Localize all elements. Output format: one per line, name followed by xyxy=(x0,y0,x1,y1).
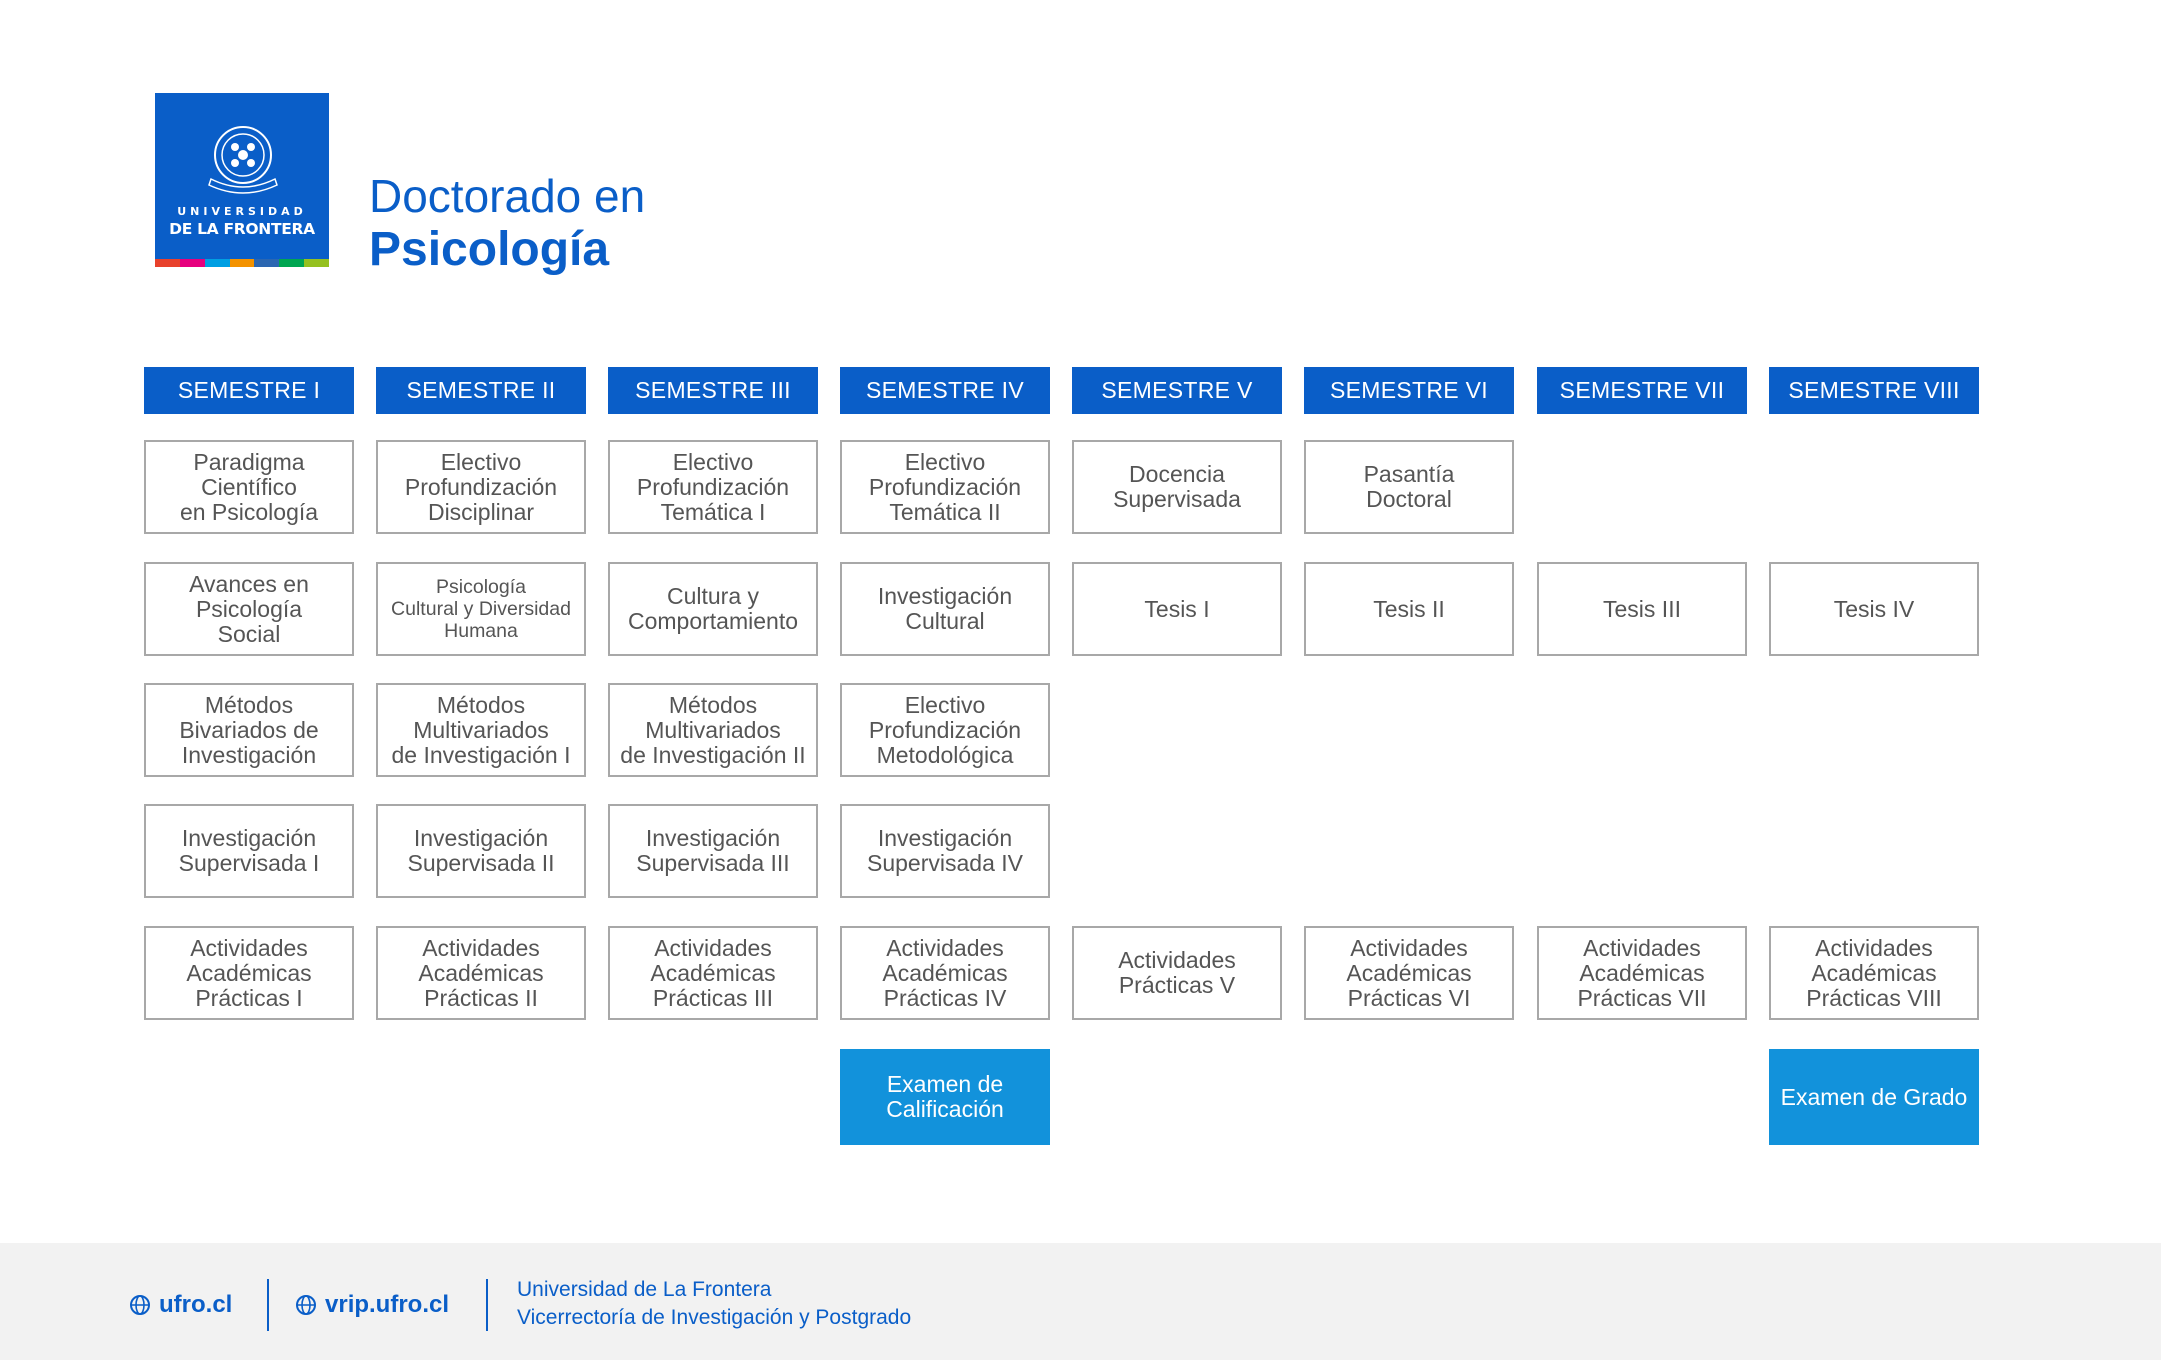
semester-header: SEMESTRE VIII xyxy=(1769,367,1979,414)
semester-header: SEMESTRE III xyxy=(608,367,818,414)
course-box: Investigación Cultural xyxy=(840,562,1050,656)
course-box: Métodos Multivariados de Investigación II xyxy=(608,683,818,777)
semester-header: SEMESTRE VI xyxy=(1304,367,1514,414)
institution-department: Vicerrectoría de Investigación y Postgrado xyxy=(517,1306,912,1329)
course-box: Actividades Académicas Prácticas III xyxy=(608,926,818,1020)
course-box: Docencia Supervisada xyxy=(1072,440,1282,534)
course-box: Actividades Académicas Prácticas VI xyxy=(1304,926,1514,1020)
semester-header: SEMESTRE IV xyxy=(840,367,1050,414)
logo-stripe xyxy=(304,259,329,267)
footer-link-vrip-label: vrip.ufro.cl xyxy=(325,1291,450,1318)
title-line-2: Psicología xyxy=(369,223,610,276)
course-box: Actividades Académicas Prácticas IV xyxy=(840,926,1050,1020)
course-box: Electivo Profundización Metodológica xyxy=(840,683,1050,777)
logo-stripe xyxy=(205,259,230,267)
course-box: Métodos Bivariados de Investigación xyxy=(144,683,354,777)
university-logo xyxy=(155,93,329,267)
course-box: Pasantía Doctoral xyxy=(1304,440,1514,534)
course-box: Investigación Supervisada II xyxy=(376,804,586,898)
semester-header: SEMESTRE VII xyxy=(1537,367,1747,414)
footer-divider xyxy=(267,1279,269,1331)
logo-stripe xyxy=(180,259,205,267)
exam-box: Examen de Calificación xyxy=(840,1049,1050,1145)
footer xyxy=(0,1243,2161,1360)
course-box: Actividades Académicas Prácticas II xyxy=(376,926,586,1020)
course-box: Tesis II xyxy=(1304,562,1514,656)
course-box: Investigación Supervisada III xyxy=(608,804,818,898)
course-box: Actividades Académicas Prácticas VII xyxy=(1537,926,1747,1020)
logo-text-line1: UNIVERSIDAD xyxy=(177,205,307,218)
logo-stripe xyxy=(254,259,279,267)
course-box: Tesis IV xyxy=(1769,562,1979,656)
globe-icon xyxy=(129,1294,151,1316)
semester-header: SEMESTRE I xyxy=(144,367,354,414)
course-box: Métodos Multivariados de Investigación I xyxy=(376,683,586,777)
course-box: Actividades Académicas Prácticas I xyxy=(144,926,354,1020)
footer-link-ufro-label: ufro.cl xyxy=(159,1291,233,1318)
course-box: Electivo Profundización Disciplinar xyxy=(376,440,586,534)
institution-name: Universidad de La Frontera xyxy=(517,1278,772,1301)
course-box: Paradigma Científico en Psicología xyxy=(144,440,354,534)
logo-stripe xyxy=(230,259,255,267)
footer-divider xyxy=(486,1279,488,1331)
course-box: Electivo Profundización Temática II xyxy=(840,440,1050,534)
course-box: Tesis III xyxy=(1537,562,1747,656)
title-line-1: Doctorado en xyxy=(369,170,646,222)
logo-text-line2: DE LA FRONTERA xyxy=(169,220,315,238)
logo-stripe xyxy=(279,259,304,267)
page-title xyxy=(369,170,645,278)
course-box: Electivo Profundización Temática I xyxy=(608,440,818,534)
course-box: Actividades Académicas Prácticas VIII xyxy=(1769,926,1979,1020)
footer-link-ufro[interactable] xyxy=(129,1291,232,1319)
globe-icon xyxy=(295,1294,317,1316)
semester-header: SEMESTRE II xyxy=(376,367,586,414)
course-box: Psicología Cultural y Diversidad Humana xyxy=(376,562,586,656)
course-box: Investigación Supervisada I xyxy=(144,804,354,898)
course-box: Actividades Prácticas V xyxy=(1072,926,1282,1020)
course-box: Tesis I xyxy=(1072,562,1282,656)
course-box: Avances en Psicología Social xyxy=(144,562,354,656)
semester-header: SEMESTRE V xyxy=(1072,367,1282,414)
footer-institution xyxy=(517,1276,911,1332)
logo-color-stripes xyxy=(155,259,329,267)
course-box: Investigación Supervisada IV xyxy=(840,804,1050,898)
logo-stripe xyxy=(155,259,180,267)
course-box: Cultura y Comportamiento xyxy=(608,562,818,656)
footer-link-vrip[interactable] xyxy=(295,1291,449,1319)
university-seal-icon xyxy=(199,117,287,205)
exam-box: Examen de Grado xyxy=(1769,1049,1979,1145)
